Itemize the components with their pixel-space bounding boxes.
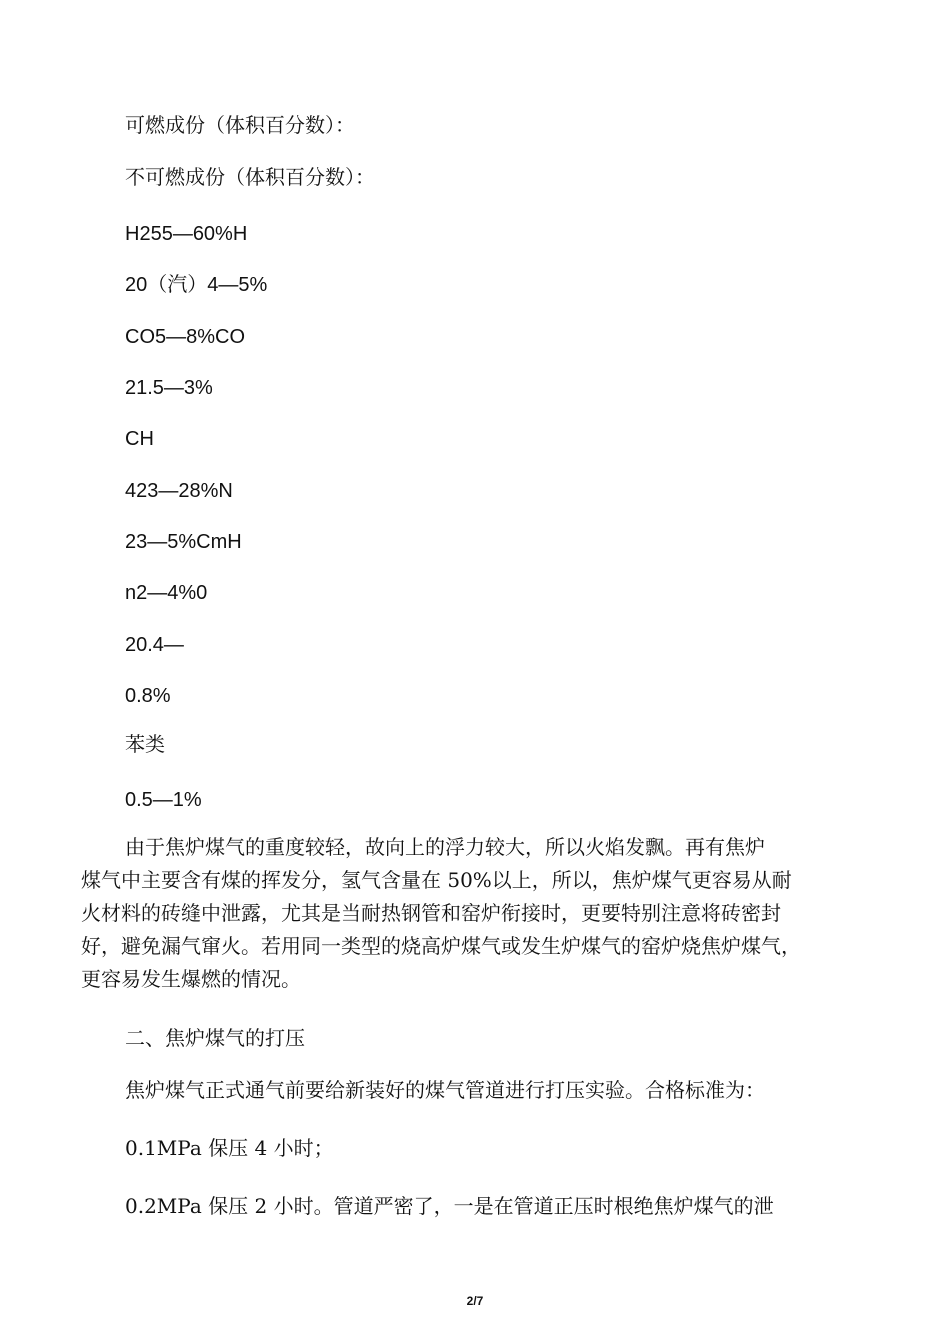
paragraph-line: 煤气中主要含有煤的挥发分，氢气含量在 50%以上，所以，焦炉煤气更容易从耐: [81, 868, 792, 892]
composition-line: 21.5—3%: [125, 377, 213, 399]
paragraph-line: 好，避免漏气窜火。若用同一类型的烧高炉煤气或发生炉煤气的窑炉烧焦炉煤气，: [81, 934, 801, 958]
composition-line: CO5—8%CO: [125, 326, 246, 348]
composition-line: H255—60%H: [125, 223, 248, 245]
combustible-components-label: 可燃成份（体积百分数）：: [125, 113, 355, 137]
section-heading: 二、焦炉煤气的打压: [125, 1026, 305, 1050]
section-intro: 焦炉煤气正式通气前要给新装好的煤气管道进行打压实验。合格标准为：: [125, 1078, 765, 1102]
composition-line: 0.8%: [125, 685, 171, 707]
paragraph-line: 更容易发生爆燃的情况。: [81, 967, 301, 991]
composition-line: n2—4%0: [125, 582, 208, 604]
composition-line: 423—28%N: [125, 480, 233, 502]
composition-line: CH: [125, 428, 154, 450]
paragraph-line: 火材料的砖缝中泄露，尤其是当耐热钢管和窑炉衔接时，更要特别注意将砖密封: [81, 901, 781, 925]
composition-line: 23—5%CmH: [125, 531, 242, 553]
body-paragraph: [81, 831, 881, 996]
composition-line: 苯类: [125, 732, 165, 756]
page-number: 2/7: [466, 1294, 484, 1308]
composition-line: 20（汽）4—5%: [125, 274, 268, 296]
composition-line: 20.4—: [125, 634, 184, 656]
noncombustible-components-label: 不可燃成份（体积百分数）：: [125, 165, 375, 189]
paragraph-line: 由于焦炉煤气的重度较轻，故向上的浮力较大，所以火焰发飘。再有焦炉: [125, 835, 765, 859]
standard-line: 0.1MPa 保压 4 小时；: [125, 1136, 334, 1160]
standard-line: 0.2MPa 保压 2 小时。管道严密了，一是在管道正压时根绝焦炉煤气的泄: [125, 1194, 774, 1218]
composition-line: 0.5—1%: [125, 789, 202, 811]
